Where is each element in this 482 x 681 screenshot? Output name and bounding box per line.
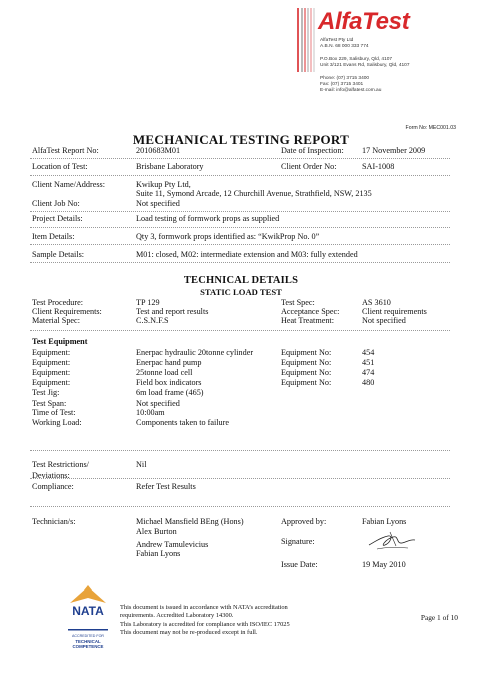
inspection-date-label: Date of Inspection:: [281, 146, 344, 155]
client-order-label: Client Order No:: [281, 162, 337, 171]
divider: [30, 506, 450, 507]
technician-label: Technician/s:: [32, 517, 76, 526]
restrictions-value: Nil: [136, 460, 147, 469]
divider: [30, 478, 450, 479]
test-jig-value: 6m load frame (465): [136, 388, 204, 397]
test-spec-label: Test Spec:: [281, 298, 315, 307]
report-no-value: 2010683M01: [136, 146, 181, 155]
divider: [30, 450, 450, 451]
divider: [30, 227, 450, 228]
technician-name: Alex Burton: [136, 527, 177, 536]
deviations-label: Deviations:: [32, 471, 70, 480]
brand-logo-text: AlfaTest: [318, 8, 410, 35]
divider: [30, 244, 450, 245]
time-of-test-value: 10:00am: [136, 408, 165, 417]
compliance-value: Refer Test Results: [136, 482, 196, 491]
company-name: AlfaTest Pty Ltd: [320, 38, 354, 43]
fax-number: Fax: (07) 3715 3401: [320, 82, 364, 87]
address-street: Unit 3/121 Evans Rd, Salisbury, Qld, 4107: [320, 63, 410, 68]
accreditation-text: This document may not be re-produced except in full.: [120, 629, 258, 636]
item-details-value: Qty 3, formwork props identified as: “KwikProp No. 0”: [136, 232, 320, 241]
equipment-no-label: Equipment No:: [281, 368, 332, 377]
divider: [30, 175, 450, 176]
equipment-no-label: Equipment No:: [281, 358, 332, 367]
client-order-value: SAI-1008: [362, 162, 395, 171]
page-number: Page 1 of 10: [420, 613, 458, 622]
client-job-value: Not specified: [136, 199, 180, 208]
nata-tagline: ACCREDITED FOR: [72, 634, 104, 638]
acceptance-spec-value: Client requirements: [362, 307, 427, 316]
client-requirements-value: Test and report results: [136, 307, 209, 316]
test-spec-value: AS 3610: [362, 298, 391, 307]
project-value: Load testing of formwork props as supplied: [136, 214, 280, 223]
company-abn: A.B.N. 68 000 333 774: [320, 44, 369, 49]
nata-logo: [62, 585, 114, 671]
equipment-label: Equipment:: [32, 368, 71, 377]
divider: [30, 211, 450, 212]
equipment-heading: Test Equipment: [32, 337, 88, 346]
logo-stripes: [296, 8, 316, 72]
issue-date-label: Issue Date:: [281, 560, 318, 569]
equipment-label: Equipment:: [32, 358, 71, 367]
location-value: Brisbane Laboratory: [136, 162, 204, 171]
location-label: Location of Test:: [32, 162, 88, 171]
approved-by-label: Approved by:: [281, 517, 327, 526]
technical-heading: TECHNICAL DETAILS: [183, 275, 299, 286]
equipment-label: Equipment:: [32, 378, 71, 387]
equipment-no-value: 474: [362, 368, 375, 377]
phone-number: Phone: (07) 3715 3400: [320, 76, 370, 81]
test-span-label: Test Span:: [32, 399, 67, 408]
equipment-no-label: Equipment No:: [281, 348, 332, 357]
accreditation-text: This Laboratory is accredited for compliance with ISO/IEC 17025: [120, 621, 290, 628]
nata-tagline: TECHNICAL: [75, 639, 101, 644]
equipment-value: 25tonne load cell: [136, 368, 193, 377]
procedure-value: TP 129: [136, 298, 160, 307]
material-spec-value: C.S.N.F.S: [136, 316, 169, 325]
project-label: Project Details:: [32, 214, 83, 223]
approved-by-value: Fabian Lyons: [362, 517, 407, 526]
time-of-test-label: Time of Test:: [32, 408, 76, 417]
restrictions-label: Test Restrictions/: [32, 460, 89, 469]
static-load-heading: STATIC LOAD TEST: [200, 287, 282, 297]
nata-tagline: COMPETENCE: [72, 644, 104, 649]
equipment-no-value: 480: [362, 378, 375, 387]
signature-label: Signature:: [281, 537, 315, 546]
equipment-value: Enerpac hand pump: [136, 358, 202, 367]
client-name-label: Client Name/Address:: [32, 180, 105, 189]
working-load-label: Working Load:: [32, 418, 82, 427]
address-postal: P.O.Box 229, Salisbury, Qld, 4107: [320, 57, 393, 62]
divider: [30, 158, 450, 159]
sample-details-label: Sample Details:: [32, 250, 85, 259]
inspection-date-value: 17 November 2009: [362, 146, 426, 155]
report-title: MECHANICAL TESTING REPORT: [132, 132, 350, 147]
equipment-label: Equipment:: [32, 348, 71, 357]
issue-date-value: 19 May 2010: [362, 560, 406, 569]
sample-details-value: M01: closed, M02: intermediate extension and M03: fully extended: [136, 250, 358, 259]
equipment-no-value: 454: [362, 348, 375, 357]
nata-logo-text: NATA: [72, 604, 104, 618]
accreditation-text: This document is issued in accordance with NATA’s accreditation: [120, 604, 288, 611]
signature-scribble: [366, 527, 418, 553]
test-span-value: Not specified: [136, 399, 180, 408]
technician-name: Andrew Tamulevicius: [136, 540, 209, 549]
equipment-value: Field box indicators: [136, 378, 202, 387]
equipment-no-label: Equipment No:: [281, 378, 332, 387]
client-requirements-label: Client Requirements:: [32, 307, 102, 316]
form-number: Form No: MEC001.03: [405, 125, 456, 131]
report-no-label: AlfaTest Report No:: [32, 146, 99, 155]
client-name-value: Kwikup Pty Ltd,: [136, 180, 191, 189]
acceptance-spec-label: Acceptance Spec:: [281, 307, 340, 316]
technician-name: Fabian Lyons: [136, 549, 181, 558]
item-details-label: Item Details:: [32, 232, 75, 241]
heat-treatment-label: Heat Treatment:: [281, 316, 334, 325]
heat-treatment-value: Not specified: [362, 316, 406, 325]
equipment-no-value: 451: [362, 358, 375, 367]
test-jig-label: Test Jig:: [32, 388, 60, 397]
technician-name: Michael Mansfield BEng (Hons): [136, 517, 244, 526]
equipment-value: Enerpac hydraulic 20tonne cylinder: [136, 348, 254, 357]
client-address-value: Suite 11, Symond Arcade, 12 Churchill Avenue, Strathfield, NSW, 2135: [136, 189, 372, 198]
divider: [30, 330, 450, 331]
compliance-label: Compliance:: [32, 482, 74, 491]
client-job-label: Client Job No:: [32, 199, 80, 208]
material-spec-label: Material Spec:: [32, 316, 80, 325]
divider: [30, 262, 450, 263]
accreditation-text: requirements. Accredited Laboratory 14300.: [120, 612, 234, 619]
procedure-label: Test Procedure:: [32, 298, 84, 307]
email-address[interactable]: E-mail: info@alfatest.com.au: [320, 88, 382, 93]
working-load-value: Components taken to failure: [136, 418, 229, 427]
